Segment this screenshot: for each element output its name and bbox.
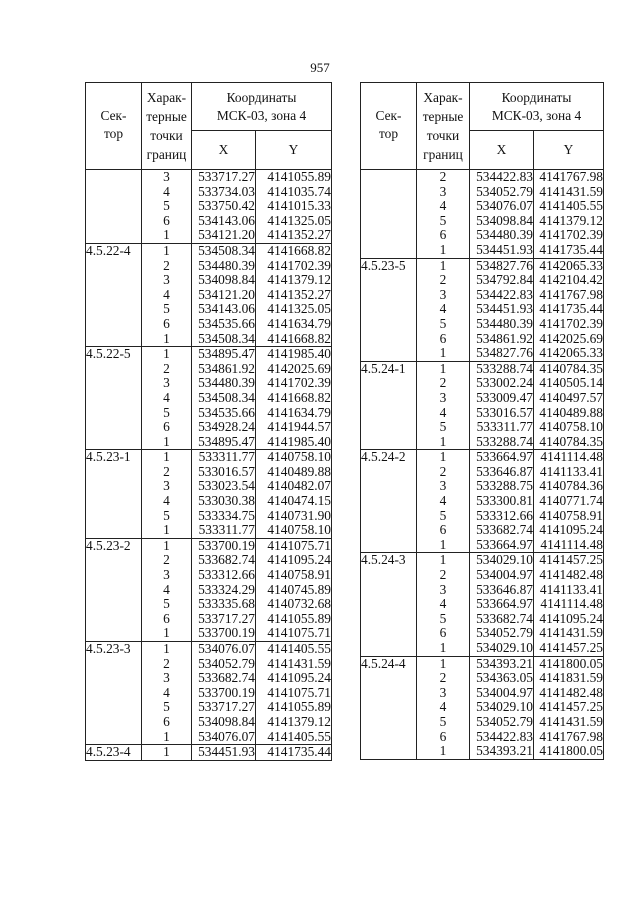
y-coordinate-cell: 4141634.79 [256, 317, 332, 332]
y-coordinate-cell: 4141668.82 [256, 391, 332, 406]
x-coordinate-cell: 533312.66 [192, 568, 256, 583]
y-coordinate-cell: 4141702.39 [256, 376, 332, 391]
point-number-cell: 5 [142, 509, 192, 524]
sector-header [86, 83, 142, 170]
x-coordinate-cell: 533335.68 [192, 597, 256, 612]
x-coordinate-cell: 534480.39 [470, 317, 534, 332]
x-coordinate-cell: 534792.84 [470, 273, 534, 288]
y-coordinate-cell: 4141352.27 [256, 288, 332, 303]
x-coordinate-cell: 534143.06 [192, 214, 256, 229]
sector-cell: 4.5.24-3 [361, 553, 417, 656]
table-row [86, 642, 332, 657]
point-number-cell: 1 [142, 347, 192, 362]
coordinates-header [470, 83, 604, 131]
y-coordinate-cell: 4140732.68 [256, 597, 332, 612]
y-coordinate-cell: 4140784.35 [534, 361, 604, 376]
x-coordinate-cell: 533700.19 [192, 538, 256, 553]
point-number-cell: 5 [417, 509, 470, 524]
point-number-cell: 1 [417, 656, 470, 671]
point-number-cell: 4 [417, 597, 470, 612]
y-coordinate-cell: 4141015.33 [256, 199, 332, 214]
y-coordinate-cell: 4141482.48 [534, 686, 604, 701]
x-coordinate-cell: 534928.24 [192, 420, 256, 435]
point-number-cell: 5 [142, 199, 192, 214]
y-coordinate-cell: 4141431.59 [534, 185, 604, 200]
x-coordinate-cell: 533030.38 [192, 494, 256, 509]
characteristic-points-header-label: Харак- терные точки границ [146, 90, 187, 162]
y-coordinate-cell: 4141702.39 [534, 228, 604, 243]
coordinates-header-label: Координаты МСК-03, зона 4 [216, 89, 307, 123]
point-number-cell: 6 [142, 612, 192, 627]
y-coordinate-cell: 4141482.48 [534, 568, 604, 583]
y-coordinate-cell: 4140758.91 [534, 509, 604, 524]
x-header: X [192, 131, 256, 170]
y-coordinate-cell: 4140771.74 [534, 494, 604, 509]
y-coordinate-cell: 4140784.36 [534, 479, 604, 494]
point-number-cell: 4 [142, 185, 192, 200]
point-number-cell: 2 [417, 376, 470, 391]
point-number-cell: 3 [142, 479, 192, 494]
coordinates-table-left [85, 82, 332, 761]
point-number-cell: 5 [142, 302, 192, 317]
sector-cell: 4.5.23-1 [86, 450, 142, 539]
x-coordinate-cell: 533324.29 [192, 583, 256, 598]
y-coordinate-cell: 4141767.98 [534, 288, 604, 303]
y-coordinate-cell: 4141325.05 [256, 302, 332, 317]
y-coordinate-cell: 4141133.41 [534, 583, 604, 598]
point-number-cell: 1 [142, 642, 192, 657]
point-number-cell: 5 [142, 406, 192, 421]
x-coordinate-cell: 533682.74 [192, 671, 256, 686]
x-coordinate-cell: 534393.21 [470, 656, 534, 671]
y-coordinate-cell: 4141831.59 [534, 671, 604, 686]
x-coordinate-cell: 534052.79 [470, 626, 534, 641]
x-coordinate-cell: 534076.07 [192, 642, 256, 657]
y-coordinate-cell: 4141035.74 [256, 185, 332, 200]
y-coordinate-cell: 4141431.59 [256, 657, 332, 672]
y-coordinate-cell: 4140505.14 [534, 376, 604, 391]
point-number-cell: 4 [142, 494, 192, 509]
x-coordinate-cell: 534508.34 [192, 332, 256, 347]
point-number-cell: 1 [142, 243, 192, 258]
y-coordinate-cell: 4141985.40 [256, 435, 332, 450]
y-coordinate-cell: 4141075.71 [256, 626, 332, 641]
point-number-cell: 3 [142, 273, 192, 288]
coordinates-header [192, 83, 332, 131]
x-coordinate-cell: 534827.76 [470, 346, 534, 361]
x-coordinate-cell: 533311.77 [470, 420, 534, 435]
table-row [86, 745, 332, 761]
y-coordinate-cell: 4141405.55 [256, 730, 332, 745]
y-coordinate-cell: 4141055.89 [256, 170, 332, 185]
y-coordinate-cell: 4140489.88 [534, 406, 604, 421]
y-coordinate-cell: 4141702.39 [256, 259, 332, 274]
x-coordinate-cell: 533288.75 [470, 479, 534, 494]
y-coordinate-cell: 4142025.69 [256, 362, 332, 377]
sector-header [361, 83, 417, 170]
point-number-cell: 2 [142, 657, 192, 672]
page-number: 957 [310, 60, 330, 75]
x-coordinate-cell: 533664.97 [470, 450, 534, 465]
point-number-cell: 6 [142, 214, 192, 229]
x-coordinate-cell: 533016.57 [192, 465, 256, 480]
x-coordinate-cell: 533311.77 [192, 523, 256, 538]
point-number-cell: 3 [142, 568, 192, 583]
table-row [361, 450, 604, 465]
point-number-cell: 3 [417, 391, 470, 406]
x-coordinate-cell: 533646.87 [470, 465, 534, 480]
x-coordinate-cell: 534098.84 [192, 715, 256, 730]
y-coordinate-cell: 4140731.90 [256, 509, 332, 524]
x-coordinate-cell: 533288.74 [470, 435, 534, 450]
x-coordinate-cell: 533700.19 [192, 626, 256, 641]
x-coordinate-cell: 534480.39 [192, 376, 256, 391]
x-coordinate-cell: 534422.83 [470, 730, 534, 745]
x-coordinate-cell: 533717.27 [192, 700, 256, 715]
y-coordinate-cell: 4141735.44 [534, 243, 604, 258]
point-number-cell: 1 [142, 450, 192, 465]
y-coordinate-cell: 4141735.44 [256, 745, 332, 761]
x-coordinate-cell: 534076.07 [470, 199, 534, 214]
point-number-cell: 1 [142, 523, 192, 538]
sector-cell: 4.5.22-4 [86, 243, 142, 346]
x-coordinate-cell: 534393.21 [470, 744, 534, 759]
x-coordinate-cell: 533646.87 [470, 583, 534, 598]
y-coordinate-cell: 4141767.98 [534, 730, 604, 745]
y-coordinate-cell: 4141325.05 [256, 214, 332, 229]
y-coordinate-cell: 4140758.10 [534, 420, 604, 435]
point-number-cell: 6 [142, 420, 192, 435]
x-coordinate-cell: 534422.83 [470, 288, 534, 303]
y-coordinate-cell: 4141405.55 [256, 642, 332, 657]
x-coordinate-cell: 533682.74 [470, 612, 534, 627]
point-number-cell: 5 [417, 214, 470, 229]
x-coordinate-cell: 534052.79 [470, 185, 534, 200]
y-header: Y [534, 131, 604, 170]
point-number-cell: 1 [142, 228, 192, 243]
x-coordinate-cell: 533002.24 [470, 376, 534, 391]
x-coordinate-cell: 534508.34 [192, 391, 256, 406]
x-coordinate-cell: 533009.47 [470, 391, 534, 406]
y-coordinate-cell: 4141075.71 [256, 686, 332, 701]
y-coordinate-cell: 4141800.05 [534, 744, 604, 759]
point-number-cell: 3 [417, 686, 470, 701]
table-header [361, 83, 604, 170]
x-coordinate-cell: 534508.34 [192, 243, 256, 258]
point-number-cell: 1 [142, 626, 192, 641]
table-body [361, 170, 604, 760]
y-coordinate-cell: 4142104.42 [534, 273, 604, 288]
point-number-cell: 5 [417, 612, 470, 627]
point-number-cell: 1 [417, 450, 470, 465]
y-coordinate-cell: 4140497.57 [534, 391, 604, 406]
y-coordinate-cell: 4141114.48 [534, 597, 604, 612]
y-coordinate-cell: 4141075.71 [256, 538, 332, 553]
point-number-cell: 6 [417, 332, 470, 347]
point-number-cell: 1 [417, 553, 470, 568]
x-coordinate-cell: 534535.66 [192, 406, 256, 421]
point-number-cell: 3 [417, 583, 470, 598]
x-coordinate-cell: 534480.39 [470, 228, 534, 243]
y-coordinate-cell: 4141431.59 [534, 626, 604, 641]
x-coordinate-cell: 534895.47 [192, 347, 256, 362]
y-coordinate-cell: 4141379.12 [534, 214, 604, 229]
y-coordinate-cell: 4140758.10 [256, 523, 332, 538]
table-row [361, 553, 604, 568]
x-coordinate-cell: 534535.66 [192, 317, 256, 332]
y-coordinate-cell: 4141702.39 [534, 317, 604, 332]
x-coordinate-cell: 534004.97 [470, 568, 534, 583]
sector-cell: 4.5.22-5 [86, 347, 142, 450]
x-coordinate-cell: 534004.97 [470, 686, 534, 701]
point-number-cell: 3 [142, 376, 192, 391]
y-coordinate-cell: 4141668.82 [256, 332, 332, 347]
point-number-cell: 4 [417, 302, 470, 317]
x-coordinate-cell: 533700.19 [192, 686, 256, 701]
point-number-cell: 1 [417, 243, 470, 258]
point-number-cell: 1 [142, 332, 192, 347]
sector-header-label: Сек- тор [100, 108, 127, 141]
sector-cell: 4.5.23-5 [361, 258, 417, 361]
point-number-cell: 2 [142, 465, 192, 480]
point-number-cell: 2 [417, 273, 470, 288]
x-coordinate-cell: 534451.93 [470, 302, 534, 317]
x-coordinate-cell: 534480.39 [192, 259, 256, 274]
x-coordinate-cell: 534861.92 [470, 332, 534, 347]
y-coordinate-cell: 4141095.24 [256, 671, 332, 686]
x-coordinate-cell: 533300.81 [470, 494, 534, 509]
point-number-cell: 6 [142, 715, 192, 730]
table-row [86, 450, 332, 465]
y-coordinate-cell: 4141405.55 [534, 199, 604, 214]
y-coordinate-cell: 4141944.57 [256, 420, 332, 435]
y-coordinate-cell: 4141352.27 [256, 228, 332, 243]
table-row [86, 538, 332, 553]
point-number-cell: 4 [417, 199, 470, 214]
y-coordinate-cell: 4141457.25 [534, 700, 604, 715]
characteristic-points-header-label: Харак- терные точки границ [422, 90, 464, 162]
y-coordinate-cell: 4140482.07 [256, 479, 332, 494]
sector-cell [361, 170, 417, 259]
y-coordinate-cell: 4141379.12 [256, 715, 332, 730]
point-number-cell: 4 [142, 686, 192, 701]
point-number-cell: 1 [417, 346, 470, 361]
x-coordinate-cell: 533288.74 [470, 361, 534, 376]
x-coordinate-cell: 534827.76 [470, 258, 534, 273]
y-coordinate-cell: 4141985.40 [256, 347, 332, 362]
y-coordinate-cell: 4141431.59 [534, 715, 604, 730]
point-number-cell: 2 [142, 259, 192, 274]
y-coordinate-cell: 4141055.89 [256, 612, 332, 627]
y-coordinate-cell: 4141457.25 [534, 641, 604, 656]
point-number-cell: 4 [142, 583, 192, 598]
point-number-cell: 6 [142, 317, 192, 332]
x-coordinate-cell: 534121.20 [192, 228, 256, 243]
table-row [86, 170, 332, 185]
x-coordinate-cell: 533664.97 [470, 538, 534, 553]
x-coordinate-cell: 533312.66 [470, 509, 534, 524]
x-coordinate-cell: 533334.75 [192, 509, 256, 524]
x-coordinate-cell: 534363.05 [470, 671, 534, 686]
point-number-cell: 1 [142, 538, 192, 553]
point-number-cell: 5 [417, 420, 470, 435]
x-coordinate-cell: 533664.97 [470, 597, 534, 612]
y-coordinate-cell: 4141668.82 [256, 243, 332, 258]
y-coordinate-cell: 4141634.79 [256, 406, 332, 421]
table-header [86, 83, 332, 170]
y-coordinate-cell: 4141095.24 [534, 612, 604, 627]
point-number-cell: 4 [417, 406, 470, 421]
x-coordinate-cell: 533023.54 [192, 479, 256, 494]
point-number-cell: 1 [417, 538, 470, 553]
x-coordinate-cell: 534451.93 [192, 745, 256, 761]
y-coordinate-cell: 4141767.98 [534, 170, 604, 185]
point-number-cell: 2 [417, 465, 470, 480]
sector-cell: 4.5.23-2 [86, 538, 142, 641]
x-coordinate-cell: 534861.92 [192, 362, 256, 377]
point-number-cell: 1 [142, 745, 192, 761]
x-coordinate-cell: 534098.84 [192, 273, 256, 288]
x-coordinate-cell: 534098.84 [470, 214, 534, 229]
y-coordinate-cell: 4142065.33 [534, 346, 604, 361]
x-coordinate-cell: 534052.79 [470, 715, 534, 730]
point-number-cell: 3 [417, 479, 470, 494]
table-row [361, 361, 604, 376]
sector-cell: 4.5.24-2 [361, 450, 417, 553]
point-number-cell: 4 [142, 288, 192, 303]
point-number-cell: 1 [417, 641, 470, 656]
y-coordinate-cell: 4141095.24 [534, 523, 604, 538]
table-row [361, 656, 604, 671]
y-coordinate-cell: 4141379.12 [256, 273, 332, 288]
point-number-cell: 2 [142, 362, 192, 377]
table-body [86, 170, 332, 761]
y-header: Y [256, 131, 332, 170]
x-coordinate-cell: 533682.74 [470, 523, 534, 538]
table-row [361, 170, 604, 185]
point-number-cell: 2 [142, 553, 192, 568]
y-coordinate-cell: 4141114.48 [534, 450, 604, 465]
point-number-cell: 1 [142, 730, 192, 745]
y-coordinate-cell: 4140784.35 [534, 435, 604, 450]
x-coordinate-cell: 534076.07 [192, 730, 256, 745]
point-number-cell: 3 [142, 170, 192, 185]
x-coordinate-cell: 534052.79 [192, 657, 256, 672]
y-coordinate-cell: 4140489.88 [256, 465, 332, 480]
point-number-cell: 1 [417, 744, 470, 759]
sector-cell [86, 170, 142, 244]
sector-cell: 4.5.23-4 [86, 745, 142, 761]
y-coordinate-cell: 4141800.05 [534, 656, 604, 671]
table-row [86, 347, 332, 362]
y-coordinate-cell: 4142065.33 [534, 258, 604, 273]
x-coordinate-cell: 533750.42 [192, 199, 256, 214]
y-coordinate-cell: 4142025.69 [534, 332, 604, 347]
point-number-cell: 5 [417, 317, 470, 332]
y-coordinate-cell: 4141735.44 [534, 302, 604, 317]
y-coordinate-cell: 4140758.91 [256, 568, 332, 583]
point-number-cell: 1 [142, 435, 192, 450]
x-coordinate-cell: 534895.47 [192, 435, 256, 450]
y-coordinate-cell: 4141095.24 [256, 553, 332, 568]
x-coordinate-cell: 534121.20 [192, 288, 256, 303]
x-coordinate-cell: 533717.27 [192, 170, 256, 185]
point-number-cell: 1 [417, 361, 470, 376]
y-coordinate-cell: 4141114.48 [534, 538, 604, 553]
point-number-cell: 6 [417, 730, 470, 745]
table-row [361, 258, 604, 273]
x-coordinate-cell: 534143.06 [192, 302, 256, 317]
sector-cell: 4.5.24-1 [361, 361, 417, 450]
y-coordinate-cell: 4141457.25 [534, 553, 604, 568]
point-number-cell: 5 [417, 715, 470, 730]
x-coordinate-cell: 534029.10 [470, 700, 534, 715]
y-coordinate-cell: 4140745.89 [256, 583, 332, 598]
x-coordinate-cell: 533717.27 [192, 612, 256, 627]
coordinates-table-right [360, 82, 604, 760]
point-number-cell: 6 [417, 523, 470, 538]
x-coordinate-cell: 533682.74 [192, 553, 256, 568]
point-number-cell: 4 [417, 700, 470, 715]
sector-cell: 4.5.24-4 [361, 656, 417, 759]
x-coordinate-cell: 534451.93 [470, 243, 534, 258]
point-number-cell: 1 [417, 258, 470, 273]
point-number-cell: 2 [417, 568, 470, 583]
point-number-cell: 5 [142, 597, 192, 612]
point-number-cell: 6 [417, 626, 470, 641]
point-number-cell: 3 [417, 185, 470, 200]
table-row [86, 243, 332, 258]
point-number-cell: 2 [417, 671, 470, 686]
x-coordinate-cell: 534029.10 [470, 641, 534, 656]
x-coordinate-cell: 533016.57 [470, 406, 534, 421]
point-number-cell: 5 [142, 700, 192, 715]
y-coordinate-cell: 4140474.15 [256, 494, 332, 509]
x-coordinate-cell: 534422.83 [470, 170, 534, 185]
point-number-cell: 3 [142, 671, 192, 686]
point-number-cell: 4 [142, 391, 192, 406]
point-number-cell: 3 [417, 288, 470, 303]
x-header: X [470, 131, 534, 170]
sector-header-label: Сек- тор [375, 108, 402, 141]
sector-cell: 4.5.23-3 [86, 642, 142, 745]
point-number-cell: 1 [417, 435, 470, 450]
point-number-cell: 2 [417, 170, 470, 185]
characteristic-points-header [142, 83, 192, 170]
characteristic-points-header [417, 83, 470, 170]
x-coordinate-cell: 533311.77 [192, 450, 256, 465]
y-coordinate-cell: 4140758.10 [256, 450, 332, 465]
point-number-cell: 6 [417, 228, 470, 243]
coordinates-header-label: Координаты МСК-03, зона 4 [491, 89, 582, 123]
x-coordinate-cell: 533734.03 [192, 185, 256, 200]
y-coordinate-cell: 4141055.89 [256, 700, 332, 715]
y-coordinate-cell: 4141133.41 [534, 465, 604, 480]
point-number-cell: 4 [417, 494, 470, 509]
x-coordinate-cell: 534029.10 [470, 553, 534, 568]
